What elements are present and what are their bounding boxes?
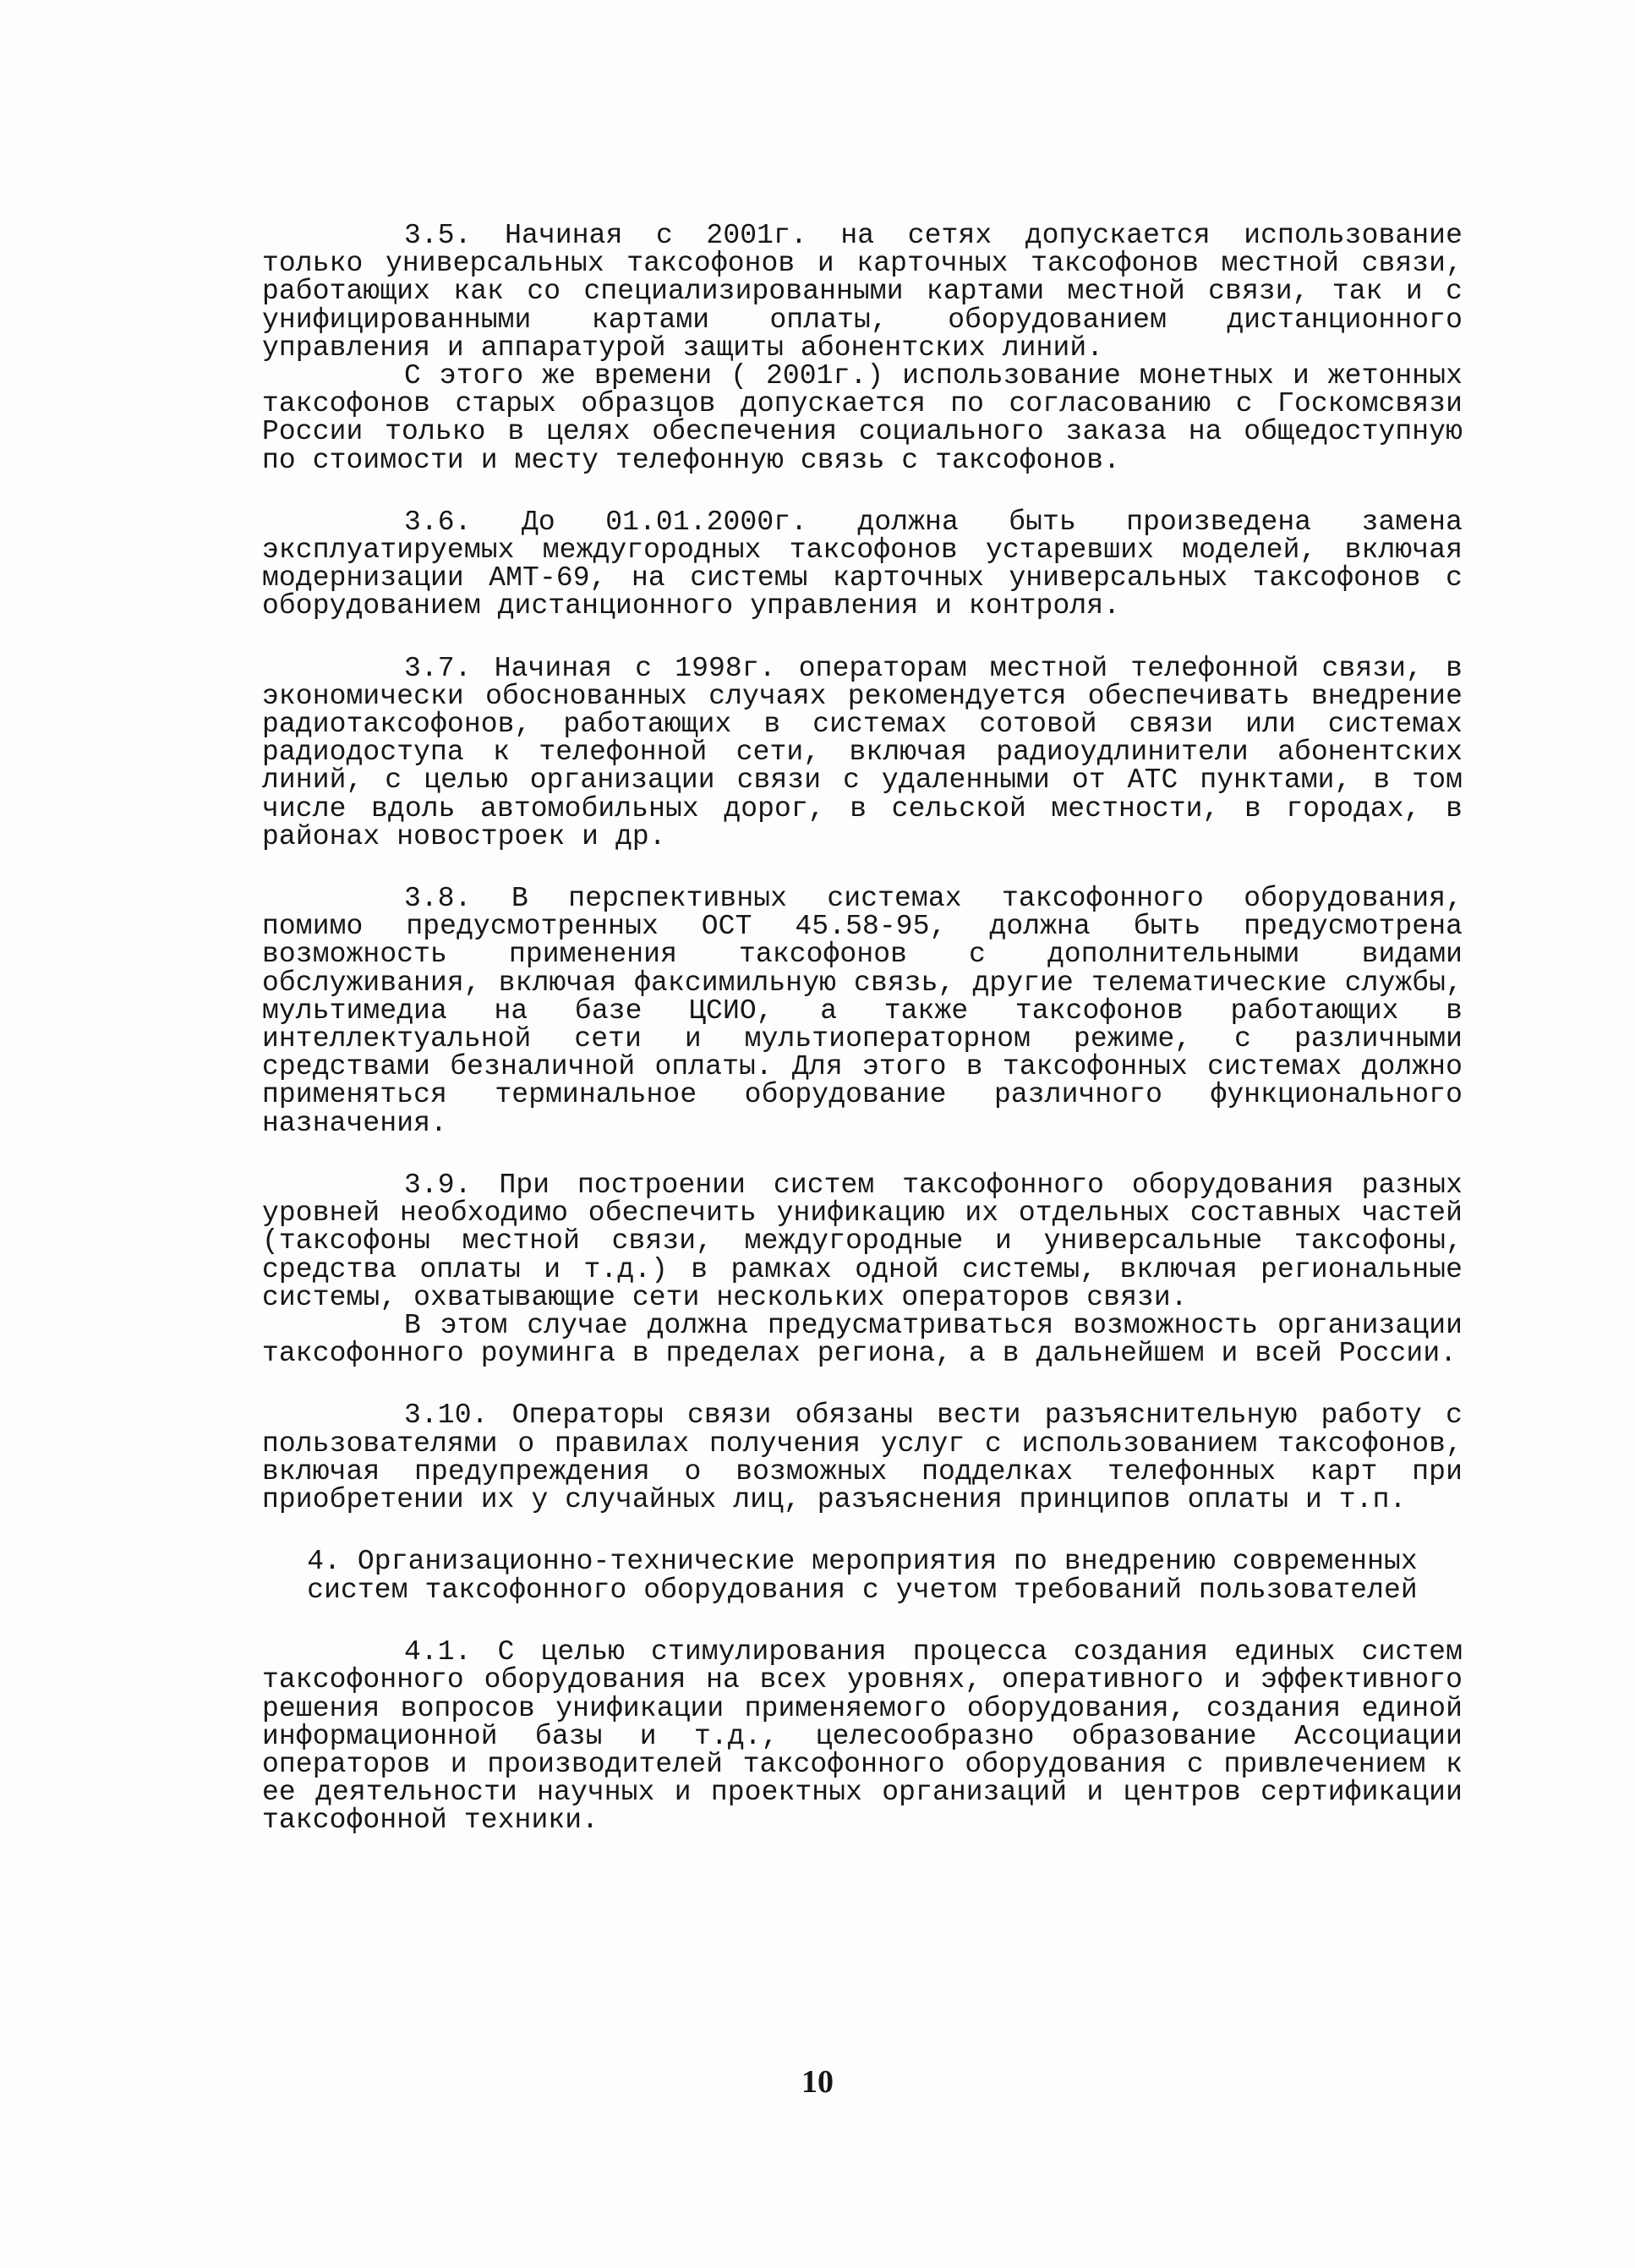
paragraph-3-5-continuation: С этого же времени ( 2001г.) использование монетных и жетонных таксофонов старых образцов допускается по согласованию с Госкомсвязи России только в целях обеспечения социального заказа на общедоступную по стоимости и месту телефонную связь с таксофонов.	[262, 360, 1463, 476]
paragraph-4-1: 4.1. С целью стимулирования процесса создания единых систем таксофонного оборудования на всех уровнях, оперативного и эффективного решения вопросов унификации применяемого оборудования, создания единой информационной базы и т.д., целесообразно образование Ассоциации операторов и производителей таксофонного оборудования с привлечением к ее деятельности научных и проектных организаций и центров сертификации таксофонной техники.	[262, 1636, 1463, 1837]
paragraph-3-10: 3.10. Операторы связи обязаны вести разъяснительную работу с пользователями о правилах получения услуг с использованием таксофонов, включая предупреждения о возможных подделках телефонных карт при приобретении их у случайных лиц, разъяснения принципов оплаты и т.п.	[262, 1400, 1463, 1515]
page-number: 10	[801, 2064, 834, 2100]
section-4-heading: 4. Организационно-технические мероприятия по внедрению современных систем таксофонного оборудования с учетом требований пользователей	[307, 1546, 1418, 1606]
paragraph-3-9: 3.9. При построении систем таксофонного оборудования разных уровней необходимо обеспечить унификацию их отдельных составных частей (таксофоны местной связи, междугородные и универсальные таксофоны, средства оплаты и т.д.) в рамках одной системы, включая региональные системы, охватывающие сети нескольких операторов связи.	[262, 1169, 1463, 1313]
paragraph-3-7: 3.7. Начиная с 1998г. операторам местной телефонной связи, в экономически обоснованных случаях рекомендуется обеспечивать внедрение радиотаксофонов, работающих в системах сотовой связи или системах радиодоступа к телефонной сети, включая радиоудлинители абонентских линий, с целью организации связи с удаленными от АТС пунктами, в том числе вдоль автомобильных дорог, в сельской местности, в городах, в районах новостроек и др.	[262, 652, 1463, 852]
body-text	[262, 222, 1463, 1835]
paragraph-3-9-continuation: В этом случае должна предусматриваться возможность организации таксофонного роуминга в пределах региона, а в дальнейшем и всей России.	[262, 1309, 1463, 1370]
paragraph-3-5: 3.5. Начиная с 2001г. на сетях допускается использование только универсальных таксофонов и карточных таксофонов местной связи, работающих как со специализированными картами местной связи, так и с унифицированными картами оплаты, оборудованием дистанционного управления и аппаратурой защиты абонентских линий.	[262, 220, 1463, 364]
paragraph-3-6: 3.6. До 01.01.2000г. должна быть произведена замена эксплуатируемых междугородных таксофонов устаревших моделей, включая модернизации АМТ-69, на системы карточных универсальных таксофонов с оборудованием дистанционного управления и контроля.	[262, 506, 1463, 622]
paragraph-3-8: 3.8. В перспективных системах таксофонного оборудования, помимо предусмотренных ОСТ 45.58-95, должна быть предусмотрена возможность применения таксофонов с дополнительными видами обслуживания, включая факсимильную связь, другие телематические службы, мультимедиа на базе ЦСИО, а также таксофонов работающих в интеллектуальной сети и мультиоператорном режиме, с различными средствами безналичной оплаты. Для этого в таксофонных системах должно применяться терминальное оборудование различного функционального назначения.	[262, 883, 1463, 1139]
